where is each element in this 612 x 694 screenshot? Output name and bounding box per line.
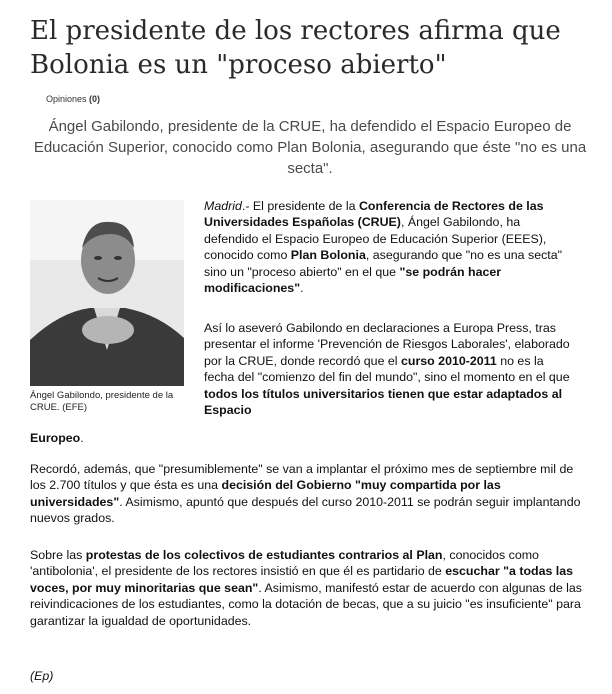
opinions-link[interactable] xyxy=(46,94,100,104)
text-span: no es la fecha del "comienzo del fin del mundo", sino el momento en el que xyxy=(204,353,570,385)
bold-span: decisión del Gobierno "muy compartida por las universidades" xyxy=(30,478,501,509)
paragraph-3 xyxy=(30,461,582,527)
bold-span: protestas de los colectivos de estudiantes contrarios al Plan xyxy=(85,548,443,562)
paragraph-2-continued xyxy=(30,430,580,446)
text-span: , conocidos como 'antibolonia', el presidente de los rectores insistió en que él es partidario de xyxy=(30,548,539,579)
paragraph-4 xyxy=(30,547,582,629)
opinions-count: (0) xyxy=(89,94,101,104)
bold-span: curso 2010-2011 xyxy=(401,353,497,368)
text-span: , Ángel Gabilondo, ha defendido el Espacio Europeo de Educación Superior (EEES), conocido como xyxy=(204,215,547,263)
photo-caption: Ángel Gabilondo, presidente de la CRUE. (EFE) xyxy=(30,390,174,413)
text-span: Sobre las xyxy=(30,548,86,562)
bold-span: Europeo xyxy=(30,431,81,445)
article-lead: Ángel Gabilondo, presidente de la CRUE, ha defendido el Espacio Europeo de Educación Superior, conocido como Plan Bolonia, asegurando que éste "no es una secta". xyxy=(33,118,587,177)
article-headline: El presidente de los rectores afirma que Bolonia es un "proceso abierto" xyxy=(30,16,561,80)
bold-span: escuchar "a todas las voces, por muy minoritarias que sean" xyxy=(30,564,574,595)
text-span: . xyxy=(80,431,84,445)
source-credit: (Ep) xyxy=(30,669,54,683)
text-span: , asegurando que "no es una secta" sino un "proceso abierto" en el que xyxy=(204,248,563,279)
text-span: . Asimismo, apuntó que después del curso 2010-2011 se podrán seguir implantando nuevos grados. xyxy=(30,494,581,526)
portrait-image xyxy=(30,200,184,386)
text-span: .- El presidente de la xyxy=(241,199,359,213)
text-span: Recordó, además, que "presumiblemente" se van a implantar el próximo mes de septiembre mil de los 2.700 títulos y que ésta es una xyxy=(30,462,574,493)
bold-span: Conferencia de Rectores de las Universidades Españolas (CRUE) xyxy=(204,199,544,230)
article-photo xyxy=(30,200,184,386)
text-span: Así lo aseveró Gabilondo en declaraciones a Europa Press, tras presentar el informe 'Prevención de Riesgos Laborales', elaborado por la CRUE, donde recordó que el xyxy=(204,321,570,368)
opinions-label: Opiniones xyxy=(46,94,87,104)
text-span: . Asimismo, manifestó estar de acuerdo con algunas de las reivindicaciones de los estudiantes, como la dotación de becas, que a su juicio "es insuficiente" para garantizar la igualdad de oportunidades. xyxy=(30,580,583,628)
bold-span: "se podrán hacer modificaciones" xyxy=(204,264,502,296)
bold-span: todos los títulos universitarios tienen que estar adaptados al Espacio xyxy=(204,386,563,418)
bold-span: Plan Bolonia xyxy=(290,248,366,263)
dateline: Madrid xyxy=(204,199,242,213)
text-span: . xyxy=(300,281,304,296)
paragraph-2 xyxy=(204,320,574,418)
paragraph-1 xyxy=(204,198,574,296)
